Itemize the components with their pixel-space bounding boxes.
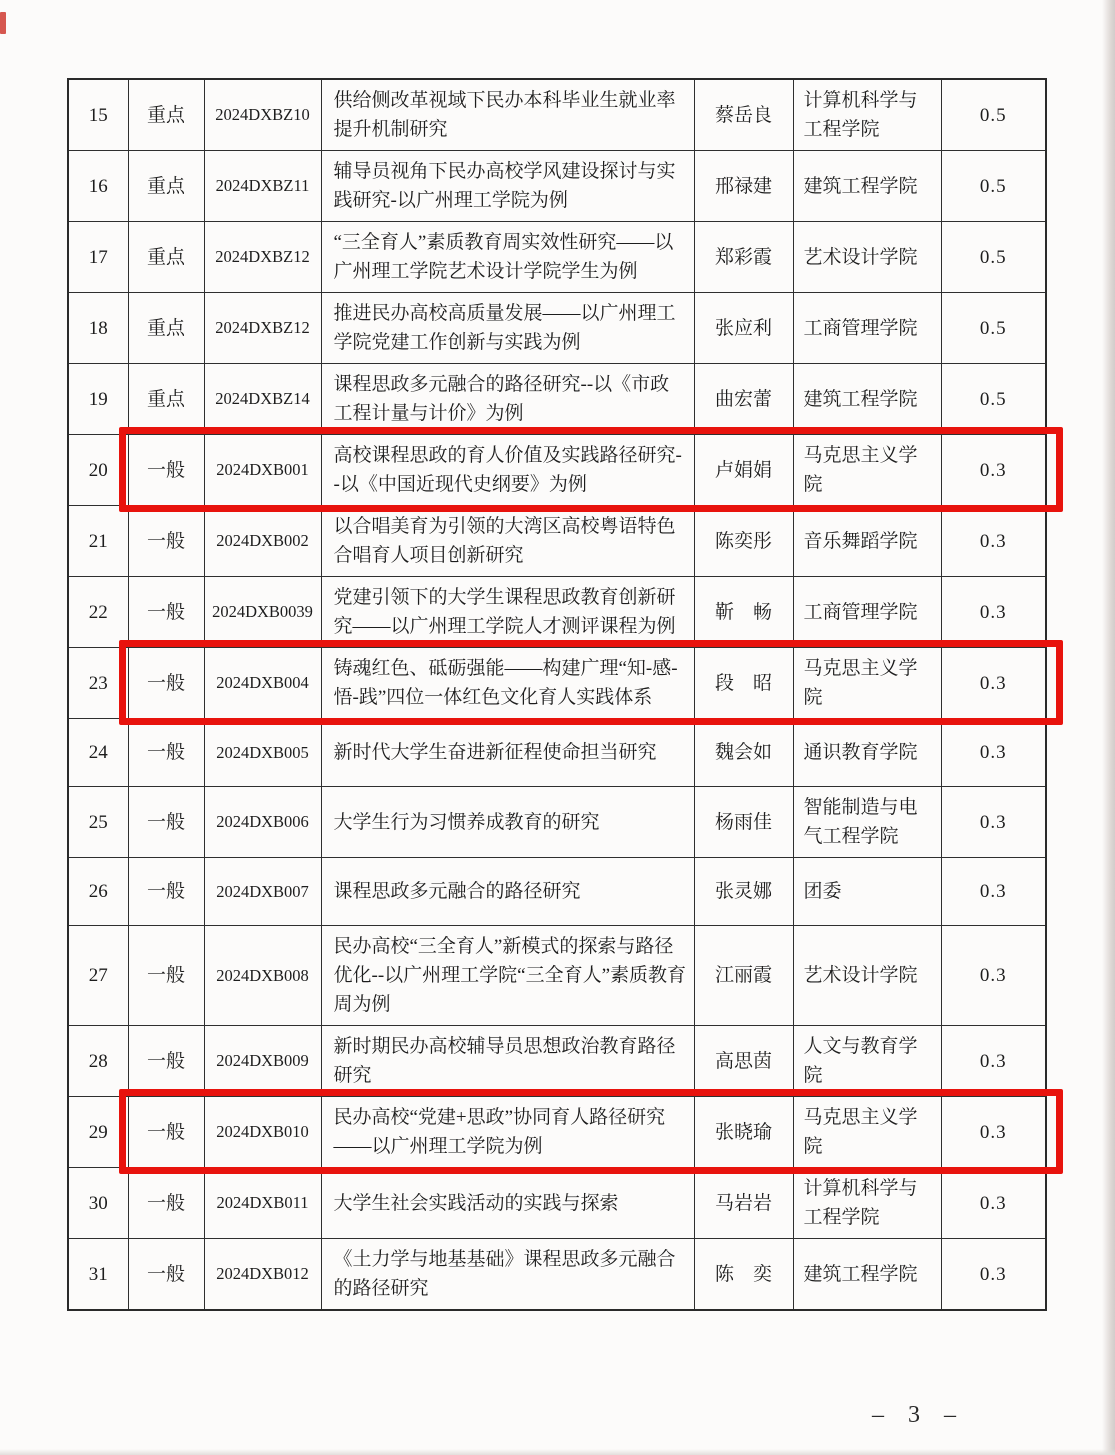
cell-college: 艺术设计学院 — [793, 222, 941, 293]
table-row — [68, 151, 1046, 222]
cell-num: 31 — [68, 1239, 128, 1311]
cell-category: 一般 — [128, 1168, 204, 1239]
cell-num: 18 — [68, 293, 128, 364]
cell-code: 2024DXB006 — [204, 787, 321, 858]
cell-category: 一般 — [128, 435, 204, 506]
table-row — [68, 1239, 1046, 1311]
table-row — [68, 79, 1046, 151]
cell-num: 29 — [68, 1097, 128, 1168]
cell-leader: 张灵娜 — [694, 858, 793, 926]
cell-code: 2024DXBZ10 — [204, 79, 321, 151]
cell-leader: 杨雨佳 — [694, 787, 793, 858]
cell-score: 0.3 — [941, 787, 1046, 858]
cell-college: 马克思主义学院 — [793, 1097, 941, 1168]
cell-score: 0.3 — [941, 1026, 1046, 1097]
cell-leader: 陈 奕 — [694, 1239, 793, 1311]
cell-category: 重点 — [128, 293, 204, 364]
cell-category: 一般 — [128, 1097, 204, 1168]
cell-code: 2024DXB004 — [204, 648, 321, 719]
cell-title: 《土力学与地基基础》课程思政多元融合的路径研究 — [321, 1239, 694, 1311]
cell-score: 0.3 — [941, 648, 1046, 719]
cell-score: 0.3 — [941, 719, 1046, 787]
cell-score: 0.3 — [941, 1168, 1046, 1239]
cell-title: 高校课程思政的育人价值及实践路径研究--以《中国近现代史纲要》为例 — [321, 435, 694, 506]
cell-score: 0.3 — [941, 926, 1046, 1026]
cell-code: 2024DXBZ12 — [204, 293, 321, 364]
table-row — [68, 577, 1046, 648]
table-row — [68, 364, 1046, 435]
cell-leader: 曲宏蕾 — [694, 364, 793, 435]
cell-category: 一般 — [128, 926, 204, 1026]
cell-title: 课程思政多元融合的路径研究 — [321, 858, 694, 926]
cell-category: 一般 — [128, 577, 204, 648]
table-row — [68, 719, 1046, 787]
cell-num: 16 — [68, 151, 128, 222]
cell-score: 0.3 — [941, 506, 1046, 577]
scan-bottom-shadow — [0, 1449, 1115, 1455]
cell-num: 23 — [68, 648, 128, 719]
cell-category: 一般 — [128, 719, 204, 787]
cell-college: 工商管理学院 — [793, 577, 941, 648]
cell-title: 以合唱美育为引领的大湾区高校粤语特色合唱育人项目创新研究 — [321, 506, 694, 577]
cell-college: 马克思主义学院 — [793, 435, 941, 506]
table-row — [68, 293, 1046, 364]
cell-code: 2024DXBZ12 — [204, 222, 321, 293]
table-row — [68, 1168, 1046, 1239]
cell-college: 建筑工程学院 — [793, 364, 941, 435]
cell-title: 辅导员视角下民办高校学风建设探讨与实践研究-以广州理工学院为例 — [321, 151, 694, 222]
cell-num: 17 — [68, 222, 128, 293]
table-row — [68, 787, 1046, 858]
cell-title: 铸魂红色、砥砺强能——构建广理“知-感-悟-践”四位一体红色文化育人实践体系 — [321, 648, 694, 719]
cell-leader: 靳 畅 — [694, 577, 793, 648]
cell-code: 2024DXBZ11 — [204, 151, 321, 222]
cell-code: 2024DXBZ14 — [204, 364, 321, 435]
cell-score: 0.3 — [941, 577, 1046, 648]
cell-college: 人文与教育学院 — [793, 1026, 941, 1097]
table-row — [68, 926, 1046, 1026]
cell-code: 2024DXB011 — [204, 1168, 321, 1239]
cell-score: 0.3 — [941, 1239, 1046, 1311]
cell-leader: 江丽霞 — [694, 926, 793, 1026]
cell-title: 民办高校“三全育人”新模式的探索与路径优化--以广州理工学院“三全育人”素质教育周为例 — [321, 926, 694, 1026]
cell-category: 一般 — [128, 858, 204, 926]
table-row — [68, 1097, 1046, 1168]
cell-num: 22 — [68, 577, 128, 648]
cell-leader: 邢禄建 — [694, 151, 793, 222]
table-row — [68, 858, 1046, 926]
cell-category: 一般 — [128, 787, 204, 858]
cell-num: 25 — [68, 787, 128, 858]
cell-title: 民办高校“党建+思政”协同育人路径研究——以广州理工学院为例 — [321, 1097, 694, 1168]
cell-college: 工商管理学院 — [793, 293, 941, 364]
table-row — [68, 1026, 1046, 1097]
table-row — [68, 435, 1046, 506]
cell-category: 一般 — [128, 1026, 204, 1097]
cell-category: 重点 — [128, 364, 204, 435]
cell-category: 一般 — [128, 506, 204, 577]
cell-num: 20 — [68, 435, 128, 506]
red-corner-mark — [0, 12, 6, 34]
cell-code: 2024DXB001 — [204, 435, 321, 506]
cell-leader: 郑彩霞 — [694, 222, 793, 293]
cell-code: 2024DXB007 — [204, 858, 321, 926]
scan-edge-shadow — [1102, 0, 1115, 1455]
cell-title: 大学生社会实践活动的实践与探索 — [321, 1168, 694, 1239]
cell-title: 课程思政多元融合的路径研究--以《市政工程计量与计价》为例 — [321, 364, 694, 435]
cell-num: 21 — [68, 506, 128, 577]
cell-leader: 马岩岩 — [694, 1168, 793, 1239]
page-number: – 3 – — [872, 1402, 965, 1428]
cell-num: 26 — [68, 858, 128, 926]
cell-leader: 高思茵 — [694, 1026, 793, 1097]
cell-title: 新时期民办高校辅导员思想政治教育路径研究 — [321, 1026, 694, 1097]
cell-category: 一般 — [128, 1239, 204, 1311]
table-row — [68, 648, 1046, 719]
cell-title: 党建引领下的大学生课程思政教育创新研究——以广州理工学院人才测评课程为例 — [321, 577, 694, 648]
cell-num: 15 — [68, 79, 128, 151]
cell-college: 马克思主义学院 — [793, 648, 941, 719]
cell-college: 建筑工程学院 — [793, 1239, 941, 1311]
cell-leader: 蔡岳良 — [694, 79, 793, 151]
cell-leader: 张应利 — [694, 293, 793, 364]
cell-category: 重点 — [128, 151, 204, 222]
cell-category: 重点 — [128, 222, 204, 293]
cell-college: 团委 — [793, 858, 941, 926]
cell-code: 2024DXB002 — [204, 506, 321, 577]
cell-title: 新时代大学生奋进新征程使命担当研究 — [321, 719, 694, 787]
cell-num: 19 — [68, 364, 128, 435]
cell-num: 30 — [68, 1168, 128, 1239]
cell-college: 音乐舞蹈学院 — [793, 506, 941, 577]
cell-score: 0.5 — [941, 151, 1046, 222]
cell-num: 27 — [68, 926, 128, 1026]
cell-score: 0.5 — [941, 79, 1046, 151]
cell-category: 一般 — [128, 648, 204, 719]
cell-score: 0.5 — [941, 364, 1046, 435]
cell-college: 建筑工程学院 — [793, 151, 941, 222]
cell-leader: 段 昭 — [694, 648, 793, 719]
table-row — [68, 222, 1046, 293]
cell-num: 28 — [68, 1026, 128, 1097]
cell-leader: 陈奕彤 — [694, 506, 793, 577]
cell-code: 2024DXB012 — [204, 1239, 321, 1311]
cell-code: 2024DXB010 — [204, 1097, 321, 1168]
cell-code: 2024DXB009 — [204, 1026, 321, 1097]
cell-category: 重点 — [128, 79, 204, 151]
cell-score: 0.5 — [941, 222, 1046, 293]
cell-college: 计算机科学与工程学院 — [793, 1168, 941, 1239]
cell-leader: 魏会如 — [694, 719, 793, 787]
cell-college: 艺术设计学院 — [793, 926, 941, 1026]
cell-score: 0.3 — [941, 435, 1046, 506]
cell-title: 供给侧改革视域下民办本科毕业生就业率提升机制研究 — [321, 79, 694, 151]
cell-title: 大学生行为习惯养成教育的研究 — [321, 787, 694, 858]
cell-college: 通识教育学院 — [793, 719, 941, 787]
cell-college: 计算机科学与工程学院 — [793, 79, 941, 151]
cell-num: 24 — [68, 719, 128, 787]
projects-table — [67, 78, 1047, 1311]
cell-code: 2024DXB0039 — [204, 577, 321, 648]
cell-college: 智能制造与电气工程学院 — [793, 787, 941, 858]
cell-leader: 张晓瑜 — [694, 1097, 793, 1168]
cell-score: 0.5 — [941, 293, 1046, 364]
cell-code: 2024DXB005 — [204, 719, 321, 787]
cell-title: “三全育人”素质教育周实效性研究——以广州理工学院艺术设计学院学生为例 — [321, 222, 694, 293]
table-row — [68, 506, 1046, 577]
cell-title: 推进民办高校高质量发展——以广州理工学院党建工作创新与实践为例 — [321, 293, 694, 364]
cell-code: 2024DXB008 — [204, 926, 321, 1026]
cell-leader: 卢娟娟 — [694, 435, 793, 506]
cell-score: 0.3 — [941, 1097, 1046, 1168]
cell-score: 0.3 — [941, 858, 1046, 926]
